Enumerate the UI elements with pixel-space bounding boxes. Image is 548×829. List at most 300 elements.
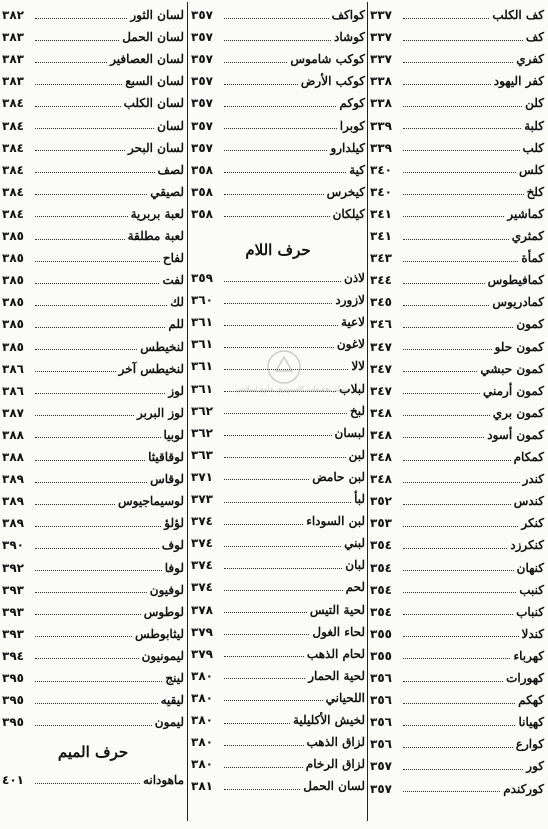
entry-term: لبأ bbox=[354, 492, 365, 506]
index-entry bbox=[189, 643, 367, 665]
index-entry bbox=[189, 4, 367, 26]
dot-leader bbox=[35, 359, 116, 372]
entry-page-number: ٣٧٩ bbox=[191, 624, 213, 639]
entry-page-number: ٣٩٤ bbox=[2, 648, 24, 663]
entry-page-number: ٣٥٨ bbox=[191, 206, 213, 221]
index-entry bbox=[189, 444, 367, 466]
entry-term: اللحياني bbox=[325, 690, 365, 705]
entry-term: لسان السبع bbox=[125, 74, 184, 89]
entry-term: كواكف bbox=[331, 8, 365, 22]
index-entry bbox=[0, 601, 186, 623]
entry-page-number: ٣٨٠ bbox=[191, 757, 213, 772]
entry-term: لحية التيس bbox=[309, 602, 365, 617]
index-entry bbox=[0, 380, 186, 402]
entry-term: كمون بري bbox=[492, 405, 544, 420]
dot-leader bbox=[224, 777, 300, 790]
index-entry bbox=[0, 336, 186, 358]
dot-leader bbox=[403, 315, 513, 328]
dot-leader bbox=[35, 28, 119, 41]
entry-term: لوطوس bbox=[143, 604, 184, 619]
index-entry bbox=[189, 203, 367, 225]
entry-page-number: ٣٣٧ bbox=[370, 30, 392, 45]
entry-page-number: ٣٣٧ bbox=[370, 8, 392, 22]
index-entry bbox=[0, 159, 186, 181]
entry-page-number: ٣٦١ bbox=[191, 359, 213, 374]
entry-term: لاغون bbox=[336, 337, 365, 352]
entry-page-number: ٣٨٢ bbox=[2, 8, 24, 22]
entry-term: كيخرس bbox=[326, 184, 365, 199]
entry-term: لوفيون bbox=[149, 582, 184, 597]
index-entry bbox=[368, 490, 546, 512]
index-entry bbox=[368, 623, 546, 645]
dot-leader bbox=[35, 771, 140, 784]
dot-leader bbox=[403, 50, 513, 63]
dot-leader bbox=[403, 735, 513, 748]
entry-term: كمون bbox=[516, 317, 544, 332]
index-entry bbox=[368, 181, 546, 203]
index-entry bbox=[368, 291, 546, 313]
entry-term: كمثري bbox=[511, 229, 544, 243]
dot-leader bbox=[403, 227, 509, 240]
letter-heading: حرف الميم bbox=[57, 743, 129, 762]
dot-leader bbox=[224, 644, 304, 657]
index-entry bbox=[368, 225, 546, 247]
entry-term: لسان الكلب bbox=[123, 96, 184, 111]
dot-leader bbox=[35, 72, 122, 85]
index-entry bbox=[368, 26, 546, 48]
entry-term: لوقاقيثا bbox=[148, 450, 184, 464]
index-entry bbox=[0, 92, 186, 114]
index-entry bbox=[0, 769, 186, 791]
index-entry bbox=[0, 512, 186, 534]
dot-leader bbox=[224, 556, 342, 569]
dot-leader bbox=[403, 470, 520, 483]
dot-leader bbox=[35, 470, 147, 483]
index-entry bbox=[0, 70, 186, 92]
entry-page-number: ٣٧٤ bbox=[191, 580, 213, 595]
entry-page-number: ٣٥٨ bbox=[191, 162, 213, 177]
index-entry bbox=[368, 557, 546, 579]
entry-term: لنخيطس آخر bbox=[118, 361, 184, 376]
dot-leader bbox=[35, 315, 165, 328]
entry-term: كمون أرمني bbox=[482, 383, 544, 398]
entry-term: لعبة مطلقة bbox=[127, 229, 184, 243]
entry-term: ماهودانه bbox=[142, 773, 184, 788]
index-entry bbox=[0, 203, 186, 225]
entry-page-number: ٣٣٨ bbox=[370, 96, 392, 111]
index-entry bbox=[368, 711, 546, 733]
entry-term: كوشاد bbox=[334, 30, 365, 45]
entry-page-number: ٣٤٠ bbox=[370, 184, 392, 199]
index-entry bbox=[189, 115, 367, 137]
dot-leader bbox=[403, 94, 522, 107]
index-entry bbox=[368, 269, 546, 291]
entry-term: لعبة بربرية bbox=[130, 206, 184, 221]
entry-page-number: ٣٥٤ bbox=[370, 538, 392, 553]
dot-leader bbox=[224, 50, 287, 63]
index-entry bbox=[368, 424, 546, 446]
dot-leader bbox=[403, 602, 513, 615]
entry-term: كور bbox=[526, 759, 544, 774]
entry-term: لخيش الأكليلية bbox=[292, 713, 365, 727]
entry-term: ليمونيون bbox=[141, 648, 184, 663]
dot-leader bbox=[224, 269, 341, 282]
dot-leader bbox=[35, 558, 162, 571]
entry-term: لوبيا bbox=[163, 427, 184, 442]
entry-page-number: ٣٨٤ bbox=[2, 206, 24, 221]
index-entry bbox=[189, 775, 367, 797]
dot-leader bbox=[403, 580, 516, 593]
dot-leader bbox=[35, 425, 161, 438]
dot-leader bbox=[35, 50, 107, 63]
dot-leader bbox=[224, 755, 303, 768]
entry-page-number: ٣٤٧ bbox=[370, 383, 392, 398]
entry-term: لسان الحمل bbox=[122, 30, 184, 45]
entry-page-number: ٣٧٨ bbox=[191, 602, 213, 617]
entry-term: كنكر bbox=[521, 516, 544, 531]
entry-page-number: ٣٨٣ bbox=[2, 52, 24, 67]
dot-leader bbox=[35, 116, 154, 129]
dot-leader bbox=[224, 711, 290, 724]
dot-leader bbox=[35, 580, 147, 593]
dot-leader bbox=[403, 293, 489, 306]
dot-leader bbox=[35, 293, 167, 306]
column-divider bbox=[187, 2, 188, 821]
entry-page-number: ٣٦٢ bbox=[191, 425, 213, 440]
index-entry bbox=[368, 468, 546, 490]
index-entry bbox=[368, 48, 546, 70]
dot-leader bbox=[224, 116, 337, 129]
entry-term: لصف bbox=[157, 162, 184, 177]
index-entry bbox=[189, 92, 367, 114]
index-entry bbox=[0, 26, 186, 48]
entry-term: كمون أسود bbox=[487, 427, 544, 442]
entry-term: لوز bbox=[168, 383, 184, 398]
entry-page-number: ٣٨٠ bbox=[191, 713, 213, 727]
index-entry bbox=[0, 579, 186, 601]
entry-page-number: ٣٩٣ bbox=[2, 604, 24, 619]
entry-term: ليمون bbox=[154, 715, 184, 730]
entry-page-number: ٣٩٢ bbox=[2, 560, 24, 575]
entry-page-number: ٣٤١ bbox=[370, 229, 392, 243]
entry-term: كندر bbox=[522, 472, 544, 487]
index-entry bbox=[0, 358, 186, 380]
entry-term: لك bbox=[170, 295, 184, 310]
entry-term: كهرباء bbox=[513, 648, 544, 663]
dot-leader bbox=[35, 602, 141, 615]
entry-term: كلس bbox=[519, 162, 544, 177]
entry-term: لبسان bbox=[334, 425, 365, 440]
entry-page-number: ٤٠١ bbox=[2, 773, 24, 788]
index-entry bbox=[0, 557, 186, 579]
entry-page-number: ٣٨٥ bbox=[2, 273, 24, 288]
entry-page-number: ٣٤٨ bbox=[370, 405, 392, 420]
dot-leader bbox=[403, 138, 520, 151]
dot-leader bbox=[35, 6, 127, 19]
dot-leader bbox=[403, 160, 516, 173]
index-entry bbox=[368, 733, 546, 755]
entry-term: لوقاس bbox=[150, 472, 184, 487]
entry-page-number: ٣٤٥ bbox=[370, 295, 392, 310]
entry-page-number: ٣٨٨ bbox=[2, 427, 24, 442]
entry-page-number: ٣٥٧ bbox=[191, 96, 213, 111]
entry-page-number: ٣٥٥ bbox=[370, 648, 392, 663]
index-entry bbox=[189, 488, 367, 510]
entry-term: لحاء الغول bbox=[312, 624, 365, 639]
entry-page-number: ٣٣٩ bbox=[370, 118, 392, 133]
index-entry bbox=[0, 645, 186, 667]
dot-leader bbox=[224, 313, 338, 326]
index-entry bbox=[368, 402, 546, 424]
entry-term: لحم bbox=[345, 580, 365, 595]
dot-leader bbox=[403, 492, 511, 505]
entry-page-number: ٣٨٥ bbox=[2, 229, 24, 243]
dot-leader bbox=[35, 381, 165, 394]
index-entry bbox=[189, 576, 367, 598]
dot-leader bbox=[224, 94, 336, 107]
dot-leader bbox=[35, 94, 121, 107]
index-entry bbox=[189, 554, 367, 576]
entry-term: كهكم bbox=[518, 693, 544, 708]
dot-leader bbox=[403, 779, 500, 792]
entry-page-number: ٣٤٧ bbox=[370, 361, 392, 376]
index-entry bbox=[0, 623, 186, 645]
index-entry bbox=[0, 711, 186, 733]
entry-term: كلب bbox=[522, 140, 544, 155]
entry-term: كندلا bbox=[521, 626, 544, 641]
entry-term: لسان bbox=[157, 118, 184, 133]
index-entry bbox=[0, 181, 186, 203]
index-entry bbox=[368, 4, 546, 26]
entry-page-number: ٣٦٣ bbox=[191, 447, 213, 462]
dot-leader bbox=[403, 646, 510, 659]
index-entry bbox=[368, 336, 546, 358]
index-entry bbox=[368, 137, 546, 159]
index-entry bbox=[0, 269, 186, 291]
entry-term: كوكم bbox=[339, 96, 365, 111]
index-entry bbox=[189, 311, 367, 333]
dot-leader bbox=[403, 425, 484, 438]
dot-leader bbox=[35, 337, 137, 350]
entry-term: كفري bbox=[516, 52, 544, 67]
entry-term: لسان الحمل bbox=[303, 779, 365, 794]
entry-page-number: ٣٥٧ bbox=[370, 781, 392, 796]
dot-leader bbox=[224, 512, 303, 525]
index-entry bbox=[189, 532, 367, 554]
dot-leader bbox=[403, 669, 503, 682]
dot-leader bbox=[403, 116, 521, 129]
entry-term: كهيانا bbox=[518, 715, 544, 730]
entry-term: كنكرزد bbox=[510, 538, 544, 553]
entry-page-number: ٣٨٤ bbox=[2, 184, 24, 199]
index-entry bbox=[189, 159, 367, 181]
entry-page-number: ٣٥٧ bbox=[191, 140, 213, 155]
dot-leader bbox=[35, 403, 134, 416]
entry-page-number: ٣٨٠ bbox=[191, 735, 213, 750]
entry-term: كوركندم bbox=[503, 781, 544, 796]
index-entry bbox=[189, 665, 367, 687]
index-entry bbox=[189, 137, 367, 159]
entry-page-number: ٣٨٤ bbox=[2, 140, 24, 155]
entry-term: كف bbox=[525, 30, 544, 45]
entry-page-number: ٣٨٧ bbox=[2, 405, 24, 420]
entry-page-number: ٣٦١ bbox=[191, 381, 213, 396]
entry-page-number: ٣٨٥ bbox=[2, 339, 24, 354]
dot-leader bbox=[224, 445, 346, 458]
entry-term: كيلدارو bbox=[330, 140, 365, 155]
dot-leader bbox=[224, 578, 343, 591]
entry-page-number: ٣٥٨ bbox=[191, 184, 213, 199]
entry-page-number: ٣٩٣ bbox=[2, 626, 24, 641]
index-entry bbox=[368, 645, 546, 667]
index-entry bbox=[189, 466, 367, 488]
entry-page-number: ٣٩٠ bbox=[2, 538, 24, 553]
entry-term: لبني bbox=[344, 536, 365, 551]
entry-page-number: ٣٣٧ bbox=[370, 52, 392, 67]
dot-leader bbox=[403, 337, 492, 350]
entry-page-number: ٣٧٤ bbox=[191, 558, 213, 573]
dot-leader bbox=[224, 600, 307, 613]
index-entry bbox=[368, 115, 546, 137]
dot-leader bbox=[35, 249, 160, 262]
dot-leader bbox=[35, 448, 145, 461]
index-entry bbox=[0, 313, 186, 335]
entry-term: كمافيطوس bbox=[487, 273, 544, 288]
entry-term: كمون حلو bbox=[494, 339, 544, 354]
dot-leader bbox=[403, 182, 524, 195]
dot-leader bbox=[35, 182, 147, 195]
entry-page-number: ٣٨٠ bbox=[191, 690, 213, 705]
index-entry bbox=[189, 510, 367, 532]
entry-term: كمأة bbox=[521, 251, 544, 266]
index-entry bbox=[368, 512, 546, 534]
index-entry bbox=[0, 291, 186, 313]
entry-page-number: ٣٨٤ bbox=[2, 162, 24, 177]
entry-term: كلخ bbox=[526, 184, 544, 199]
index-entry bbox=[189, 289, 367, 311]
dot-leader bbox=[224, 688, 323, 701]
entry-term: كنباب bbox=[516, 604, 544, 619]
entry-page-number: ٣٤٨ bbox=[370, 450, 392, 464]
index-entry bbox=[0, 534, 186, 556]
entry-term: كفر اليهود bbox=[493, 74, 544, 89]
index-column-right bbox=[368, 0, 546, 829]
index-entry bbox=[368, 247, 546, 269]
index-entry bbox=[189, 267, 367, 289]
entry-term: كمون حبشي bbox=[480, 361, 544, 376]
entry-page-number: ٣٥٧ bbox=[370, 759, 392, 774]
entry-term: لفاح bbox=[162, 251, 184, 266]
entry-page-number: ٣٨٠ bbox=[191, 668, 213, 683]
dot-leader bbox=[224, 72, 298, 85]
dot-leader bbox=[35, 669, 162, 682]
dot-leader bbox=[224, 28, 331, 41]
entry-page-number: ٣٩٥ bbox=[2, 693, 24, 708]
entry-term: لاذن bbox=[344, 271, 365, 285]
entry-page-number: ٣٨٥ bbox=[2, 317, 24, 332]
index-entry bbox=[0, 468, 186, 490]
index-entry bbox=[189, 731, 367, 753]
entry-page-number: ٣٥٧ bbox=[191, 8, 213, 22]
entry-page-number: ٣٧١ bbox=[191, 469, 213, 484]
entry-page-number: ٣٧٩ bbox=[191, 646, 213, 661]
index-entry bbox=[368, 579, 546, 601]
entry-page-number: ٣٦١ bbox=[191, 315, 213, 330]
entry-page-number: ٣٣٩ bbox=[370, 140, 392, 155]
dot-leader bbox=[403, 514, 518, 527]
dot-leader bbox=[224, 733, 304, 746]
entry-term: لسان الثور bbox=[130, 8, 184, 22]
entry-page-number: ٣٥٤ bbox=[370, 560, 392, 575]
entry-term: لبن السوداء bbox=[306, 514, 365, 529]
index-entry bbox=[368, 534, 546, 556]
dot-leader bbox=[403, 713, 515, 726]
entry-page-number: ٣٧٤ bbox=[191, 514, 213, 529]
dot-leader bbox=[224, 291, 332, 304]
dot-leader bbox=[403, 72, 491, 85]
index-entry bbox=[0, 667, 186, 689]
dot-leader bbox=[35, 271, 159, 284]
index-entry bbox=[368, 601, 546, 623]
dot-leader bbox=[35, 227, 125, 240]
index-entry bbox=[368, 778, 546, 800]
index-entry bbox=[189, 599, 367, 621]
index-entry bbox=[368, 446, 546, 468]
dot-leader bbox=[224, 423, 332, 436]
dot-leader bbox=[403, 757, 523, 770]
dot-leader bbox=[403, 403, 490, 416]
dot-leader bbox=[403, 536, 507, 549]
entry-term: كيلكان bbox=[332, 206, 365, 221]
entry-term: لسان العصافير bbox=[110, 52, 184, 67]
entry-page-number: ٣٥٢ bbox=[370, 494, 392, 509]
entry-page-number: ٣٤٣ bbox=[370, 251, 392, 266]
entry-page-number: ٣٨٦ bbox=[2, 383, 24, 398]
entry-term: لحية الحمار bbox=[308, 668, 365, 683]
dot-leader bbox=[35, 160, 155, 173]
entry-term: لحام الذهب bbox=[306, 646, 365, 661]
index-entry bbox=[0, 689, 186, 711]
dot-leader bbox=[403, 271, 485, 284]
entry-page-number: ٣٤٦ bbox=[370, 317, 392, 332]
entry-term: كية bbox=[349, 162, 365, 177]
entry-term: لبن حامض bbox=[312, 469, 365, 484]
index-entry bbox=[189, 48, 367, 70]
entry-page-number: ٣٨٣ bbox=[2, 74, 24, 89]
watermark-label: مركز تحقيقات كامپيوتري علوم اسلامي bbox=[235, 385, 349, 393]
entry-term: ليثابوطس bbox=[135, 626, 184, 641]
dot-leader bbox=[224, 467, 309, 480]
index-entry bbox=[189, 709, 367, 731]
letter-heading: حرف اللام bbox=[245, 241, 311, 259]
dot-leader bbox=[224, 138, 327, 151]
entry-term: كوارع bbox=[515, 737, 544, 752]
entry-page-number: ٣٨٩ bbox=[2, 472, 24, 487]
dot-leader bbox=[403, 359, 477, 372]
entry-term: لزاق الرخام bbox=[305, 757, 365, 772]
entry-term: كوبرا bbox=[339, 118, 365, 133]
entry-term: لالا bbox=[351, 359, 365, 374]
index-entry bbox=[368, 358, 546, 380]
index-entry bbox=[0, 115, 186, 137]
entry-term: لسان البحر bbox=[128, 140, 184, 155]
entry-term: كندس bbox=[513, 494, 544, 509]
dot-leader bbox=[35, 646, 139, 659]
index-entry bbox=[189, 753, 367, 775]
entry-page-number: ٣٥٧ bbox=[191, 118, 213, 133]
dot-leader bbox=[35, 514, 161, 527]
entry-page-number: ٣٤٧ bbox=[370, 339, 392, 354]
